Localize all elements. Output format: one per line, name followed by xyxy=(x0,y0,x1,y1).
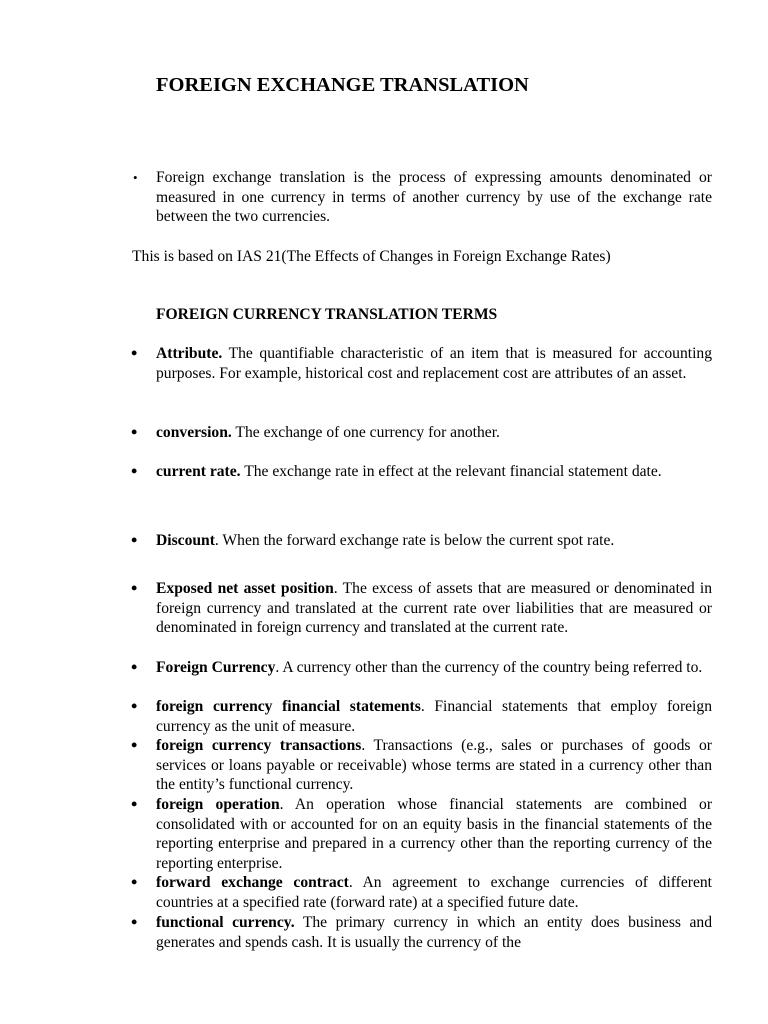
term-name: Foreign Currency xyxy=(156,659,276,676)
term-definition: . An operation whose financial statements are combined or consolidated with or accounted for on an equity basis in the financial statements of the reporting enterprise and prepared in a currency other than the reporting currency of the reporting enterprise. xyxy=(156,796,713,872)
term-item-foreign-currency-transactions xyxy=(156,736,712,795)
term-item-discount xyxy=(156,531,712,551)
term-name: functional currency. xyxy=(156,914,295,931)
terms-heading: FOREIGN CURRENCY TRANSLATION TERMS xyxy=(156,306,498,323)
term-item-conversion xyxy=(156,423,712,443)
term-definition: . An agreement to exchange currencies of different countries at a specified rate (forward rate) at a specified future date. xyxy=(156,874,712,911)
term-definition: The exchange of one currency for another. xyxy=(231,424,500,441)
term-item-functional-currency xyxy=(156,913,712,952)
term-definition: . When the forward exchange rate is below the current spot rate. xyxy=(214,532,615,549)
term-name: current rate. xyxy=(156,463,241,480)
term-name: conversion. xyxy=(156,424,232,441)
term-definition: . The excess of assets that are measured or denominated in foreign currency and translated at the current rate over liabilities that are measured or denominated in foreign currency and translated at the current rate. xyxy=(156,580,712,637)
term-definition: . Financial statements that employ foreign currency as the unit of measure. xyxy=(156,698,712,735)
term-name: Discount xyxy=(156,532,215,549)
term-item-current-rate xyxy=(156,462,712,482)
term-name: Exposed net asset position xyxy=(156,580,334,597)
page-title: FOREIGN EXCHANGE TRANSLATION xyxy=(156,74,529,96)
intro-bullet: • Foreign exchange translation is the process of expressing amounts denominated or measured in one currency in terms of another currency by use of the exchange rate between the two currencies. xyxy=(156,168,712,227)
term-name: foreign currency transactions xyxy=(156,737,362,754)
term-item-foreign-currency-financial-statements xyxy=(156,697,712,736)
term-name: foreign currency financial statements xyxy=(156,698,421,715)
term-name: forward exchange contract xyxy=(156,874,349,891)
ias-basis-line: This is based on IAS 21(The Effects of Changes in Foreign Exchange Rates) xyxy=(132,248,611,265)
term-definition: The primary currency in which an entity does business and generates and spends cash. It is usually the currency of the xyxy=(156,914,712,951)
term-item-foreign-currency xyxy=(156,658,712,678)
term-definition: The quantifiable characteristic of an item that is measured for accounting purposes. For example, historical cost and replacement cost are attributes of an asset. xyxy=(156,345,712,382)
term-definition: . A currency other than the currency of the country being referred to. xyxy=(275,659,703,676)
term-definition: . Transactions (e.g., sales or purchases of goods or services or loans payable or receivable) whose terms are stated in a currency other than the entity’s functional currency. xyxy=(156,737,712,794)
term-name: Attribute. xyxy=(156,345,223,362)
term-item-exposed-net-asset-position xyxy=(156,579,712,638)
term-name: foreign operation xyxy=(156,796,280,813)
term-item-forward-exchange-contract xyxy=(156,873,712,912)
term-definition: The exchange rate in effect at the relevant financial statement date. xyxy=(240,463,662,480)
term-item-attribute xyxy=(156,344,712,383)
term-item-foreign-operation xyxy=(156,795,712,873)
